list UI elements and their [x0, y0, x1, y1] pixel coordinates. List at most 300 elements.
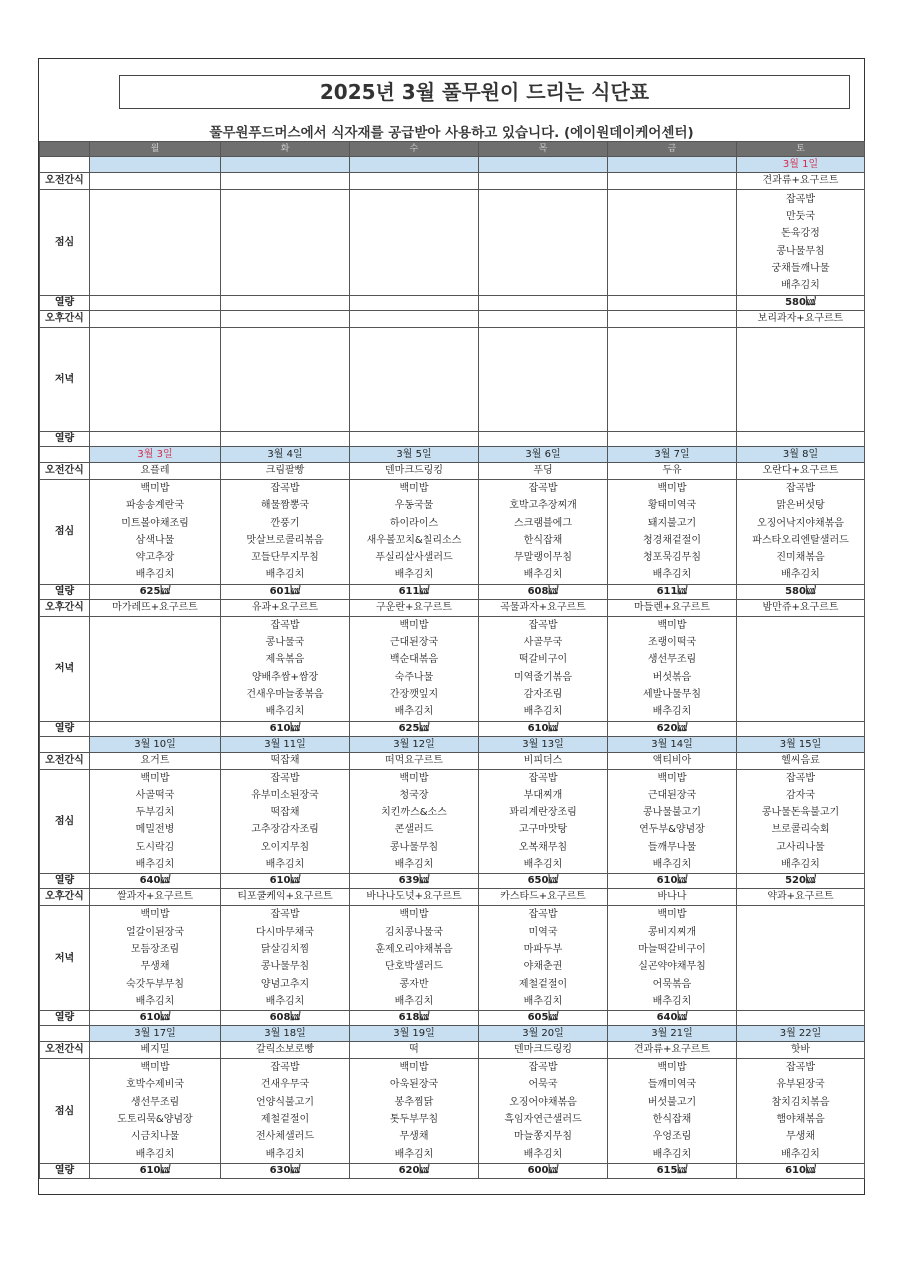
am-snack-label: 오전간식 — [40, 173, 90, 190]
day-name: 수 — [350, 142, 479, 157]
dish-item: 꼬들단무지무침 — [251, 552, 319, 564]
corner-cell — [40, 142, 90, 157]
dish-item: 새우볼꼬치&칠리소스 — [366, 534, 462, 546]
dish-item: 배추김치 — [265, 859, 305, 871]
am-snack-cell: 핫바 — [737, 1042, 865, 1059]
date-cell — [608, 157, 737, 173]
dish-item: 잡곡밥 — [786, 193, 815, 205]
dish-item: 콩나물돈육불고기 — [761, 807, 840, 819]
pm-snack-cell — [221, 311, 350, 328]
dish-item: 우엉조림 — [652, 1131, 692, 1143]
dish-item: 배추김치 — [652, 706, 692, 718]
date-label-cell — [40, 1026, 90, 1042]
am-snack-cell — [479, 173, 608, 190]
dinner-cell — [479, 906, 608, 1011]
lunch-cell — [350, 769, 479, 874]
dish-item: 배추김치 — [135, 859, 175, 871]
kcal-cell: 608㎉ — [479, 584, 608, 599]
dish-item: 백미밥 — [399, 909, 429, 921]
dinner-cell — [737, 906, 865, 1011]
dish-item: 배추김치 — [135, 569, 175, 581]
kcal-cell — [350, 432, 479, 447]
pm-snack-cell: 티포쿨케익+요구르트 — [221, 889, 350, 906]
dish-item: 한식잡채 — [652, 1114, 692, 1126]
dish-item: 오징어야채볶음 — [509, 1096, 577, 1108]
kcal-cell: 650㎉ — [479, 874, 608, 889]
dish-item: 부대찌개 — [523, 789, 563, 801]
dish-item: 잡곡밥 — [528, 772, 558, 784]
lunch-label: 점심 — [40, 480, 90, 585]
date-cell — [479, 157, 608, 173]
dish-item: 호박고추장찌개 — [509, 500, 577, 512]
kcal-cell: 615㎉ — [608, 1163, 737, 1178]
am-snack-row — [40, 463, 865, 480]
dish-item: 숙갓두부무침 — [126, 978, 184, 990]
lunch-kcal-row — [40, 874, 865, 889]
dish-item: 청국장 — [399, 789, 429, 801]
date-cell: 3월 4일 — [221, 447, 350, 463]
dish-item: 실곤약야채무침 — [638, 961, 706, 973]
am-snack-label: 오전간식 — [40, 1042, 90, 1059]
pm-snack-label: 오후간식 — [40, 889, 90, 906]
pm-snack-cell: 바나나도넛+요구르트 — [350, 889, 479, 906]
date-cell: 3월 1일 — [737, 157, 865, 173]
dish-item: 무생채 — [140, 961, 170, 973]
dish-item: 돈육강정 — [781, 228, 820, 240]
dish-item: 잡곡밥 — [786, 772, 815, 784]
kcal-cell: 610㎉ — [608, 874, 737, 889]
dish-item: 호박수제비국 — [126, 1079, 184, 1091]
day-name: 월 — [90, 142, 221, 157]
kcal-cell: 639㎉ — [350, 874, 479, 889]
dish-item: 생선무조림 — [647, 654, 697, 666]
dish-item: 배추김치 — [781, 280, 820, 292]
date-cell: 3월 14일 — [608, 736, 737, 752]
am-snack-cell: 베지밀 — [90, 1042, 221, 1059]
dish-item: 배추김치 — [394, 1148, 434, 1160]
dish-item: 무생채 — [786, 1131, 815, 1143]
dish-item: 오이지무침 — [260, 841, 310, 853]
dish-item: 백순대볶음 — [389, 654, 439, 666]
dish-item: 진미채볶음 — [776, 552, 825, 564]
dinner-cell — [221, 616, 350, 721]
pm-snack-cell: 유과+요구르트 — [221, 599, 350, 616]
am-snack-cell — [608, 173, 737, 190]
date-cell: 3월 18일 — [221, 1026, 350, 1042]
dinner-row — [40, 906, 865, 1011]
pm-snack-cell — [479, 311, 608, 328]
am-snack-cell: 덴마크드링킹 — [479, 1042, 608, 1059]
kcal-cell: 610㎉ — [90, 1163, 221, 1178]
lunch-row — [40, 769, 865, 874]
dish-item: 백미밥 — [657, 619, 687, 631]
dish-item: 배추김치 — [652, 1148, 692, 1160]
menu-table — [39, 141, 865, 1179]
dish-item: 감자조림 — [523, 688, 563, 700]
dish-item: 숙주나물 — [394, 671, 434, 683]
pm-snack-row — [40, 311, 865, 328]
lunch-cell — [350, 190, 479, 296]
dish-item: 근대된장국 — [647, 789, 697, 801]
am-snack-row — [40, 752, 865, 769]
pm-snack-cell: 밤만쥬+요구르트 — [737, 599, 865, 616]
dish-item: 백미밥 — [657, 483, 687, 494]
dish-item: 다시마무채국 — [256, 926, 314, 938]
kcal-label: 열량 — [40, 1011, 90, 1026]
lunch-row — [40, 1059, 865, 1164]
am-snack-cell — [350, 173, 479, 190]
dish-item: 햄야채볶음 — [776, 1114, 825, 1126]
dish-item: 배추김치 — [394, 569, 434, 581]
dish-item: 얼갈이된장국 — [126, 926, 184, 938]
dish-item: 한식잡채 — [523, 534, 563, 546]
lunch-label: 점심 — [40, 190, 90, 296]
dish-item: 배추김치 — [652, 995, 692, 1007]
dish-item: 오징어낙지야채볶음 — [757, 517, 844, 529]
kcal-cell — [479, 296, 608, 311]
kcal-label: 열량 — [40, 584, 90, 599]
kcal-cell: 610㎉ — [221, 874, 350, 889]
dish-item: 백미밥 — [399, 1062, 429, 1074]
pm-snack-row — [40, 599, 865, 616]
dish-item: 미트볼야채조림 — [121, 517, 189, 529]
dish-item: 백미밥 — [399, 483, 429, 494]
dish-item: 닭살김치찜 — [260, 943, 310, 955]
kcal-cell: 580㎉ — [737, 296, 865, 311]
pm-snack-cell: 보리과자+요구르트 — [737, 311, 865, 328]
dish-item: 백미밥 — [399, 619, 429, 631]
dish-item: 청포묵김무침 — [643, 552, 701, 564]
lunch-cell — [90, 1059, 221, 1164]
kcal-cell: 620㎉ — [350, 1163, 479, 1178]
dish-item: 들깨미역국 — [647, 1079, 697, 1091]
dinner-label: 저녁 — [40, 616, 90, 721]
am-snack-cell — [221, 173, 350, 190]
dish-item: 브로콜리숙회 — [771, 824, 830, 836]
dish-item: 마파두부 — [523, 943, 563, 955]
date-cell: 3월 7일 — [608, 447, 737, 463]
am-snack-cell: 비피더스 — [479, 752, 608, 769]
dish-item: 백미밥 — [140, 483, 170, 494]
dish-item: 참치김치볶음 — [771, 1096, 830, 1108]
dish-item: 배추김치 — [394, 995, 434, 1007]
dish-item: 스크램블에그 — [514, 517, 572, 529]
am-snack-cell: 두유 — [608, 463, 737, 480]
lunch-cell — [350, 480, 479, 585]
kcal-cell: 625㎉ — [90, 584, 221, 599]
dish-item: 제철겉절이 — [260, 1114, 310, 1126]
dish-item: 하이라이스 — [389, 517, 439, 529]
dish-item: 콩나물무침 — [389, 841, 439, 853]
dish-item: 파스타오리엔탈샐러드 — [752, 534, 849, 546]
dish-item: 백미밥 — [399, 772, 429, 784]
dish-item: 배추김치 — [265, 569, 305, 581]
lunch-row — [40, 190, 865, 296]
kcal-cell: 610㎉ — [737, 1163, 865, 1178]
dish-item: 아욱된장국 — [389, 1079, 439, 1091]
date-label-cell — [40, 157, 90, 173]
dinner-cell — [737, 616, 865, 721]
dish-item: 메밀전병 — [135, 824, 175, 836]
dish-item: 백미밥 — [657, 1062, 687, 1074]
kcal-cell — [221, 296, 350, 311]
pm-snack-cell: 바나나 — [608, 889, 737, 906]
dish-item: 야채춘권 — [523, 961, 563, 973]
kcal-cell: 610㎉ — [90, 1011, 221, 1026]
dish-item: 떡갈비구이 — [518, 654, 568, 666]
kcal-cell: 610㎉ — [479, 721, 608, 736]
kcal-cell: 611㎉ — [350, 584, 479, 599]
am-snack-cell: 견과류+요구르트 — [737, 173, 865, 190]
dish-item: 마늘떡갈비구이 — [638, 943, 706, 955]
dish-item: 유부미소된장국 — [251, 789, 319, 801]
lunch-cell — [479, 769, 608, 874]
dish-item: 고추장감자조림 — [251, 824, 319, 836]
lunch-cell — [479, 1059, 608, 1164]
dish-item: 궁채들깨나물 — [771, 262, 830, 274]
lunch-cell — [479, 480, 608, 585]
dish-item: 유부된장국 — [776, 1079, 825, 1091]
pm-snack-cell — [608, 311, 737, 328]
dish-item: 마늘쫑지무침 — [514, 1131, 572, 1143]
dish-item: 잡곡밥 — [528, 483, 558, 494]
kcal-cell — [608, 432, 737, 447]
dish-item: 무말랭이무침 — [514, 552, 572, 564]
dinner-cell — [90, 328, 221, 432]
kcal-cell — [90, 432, 221, 447]
dinner-kcal-row — [40, 721, 865, 736]
pm-snack-cell: 구운란+요구르트 — [350, 599, 479, 616]
lunch-cell — [608, 769, 737, 874]
dish-item: 배추김치 — [781, 1148, 820, 1160]
pm-snack-cell — [350, 311, 479, 328]
dish-item: 미역국 — [528, 926, 558, 938]
date-cell: 3월 15일 — [737, 736, 865, 752]
kcal-cell: 630㎉ — [221, 1163, 350, 1178]
dish-item: 톳두부무침 — [389, 1114, 439, 1126]
pm-snack-cell: 쌀과자+요구르트 — [90, 889, 221, 906]
lunch-label: 점심 — [40, 769, 90, 874]
am-snack-cell: 헬씨음료 — [737, 752, 865, 769]
dish-item: 파송송계란국 — [126, 500, 184, 512]
kcal-cell — [221, 432, 350, 447]
dish-item: 황태미역국 — [647, 500, 697, 512]
dish-item: 시금치나물 — [130, 1131, 180, 1143]
pm-snack-row — [40, 889, 865, 906]
dish-item: 두부김치 — [135, 807, 175, 819]
day-name: 토 — [737, 142, 865, 157]
dinner-label: 저녁 — [40, 906, 90, 1011]
am-snack-row — [40, 173, 865, 190]
dish-item: 떡잡채 — [270, 807, 300, 819]
dish-item: 배추김치 — [135, 1148, 175, 1160]
kcal-cell — [90, 296, 221, 311]
date-cell: 3월 20일 — [479, 1026, 608, 1042]
dinner-cell — [479, 328, 608, 432]
dish-item: 잡곡밥 — [270, 909, 300, 921]
dish-item: 만둣국 — [786, 210, 815, 222]
lunch-cell — [350, 1059, 479, 1164]
dish-item: 치킨까스&소스 — [381, 807, 447, 819]
kcal-cell: 608㎉ — [221, 1011, 350, 1026]
dish-item: 전사체샐러드 — [256, 1131, 314, 1143]
dish-item: 콩나물무침 — [776, 245, 825, 257]
date-cell — [350, 157, 479, 173]
pm-snack-cell: 곡물과자+요구르트 — [479, 599, 608, 616]
day-name: 목 — [479, 142, 608, 157]
am-snack-cell: 요플레 — [90, 463, 221, 480]
dish-item: 버섯볶음 — [652, 671, 692, 683]
am-snack-cell: 덴마크드링킹 — [350, 463, 479, 480]
date-cell: 3월 12일 — [350, 736, 479, 752]
pm-snack-label: 오후간식 — [40, 311, 90, 328]
lunch-kcal-row — [40, 1163, 865, 1178]
date-cell: 3월 11일 — [221, 736, 350, 752]
dish-item: 잡곡밥 — [528, 909, 558, 921]
dish-item: 배추김치 — [265, 1148, 305, 1160]
pm-snack-label: 오후간식 — [40, 599, 90, 616]
dish-item: 사골떡국 — [135, 789, 175, 801]
dinner-cell — [350, 906, 479, 1011]
dish-item: 배추김치 — [523, 1148, 563, 1160]
kcal-cell — [90, 721, 221, 736]
kcal-label: 열량 — [40, 874, 90, 889]
page-title: 2025년 3월 풀무원이 드리는 식단표 — [119, 75, 850, 109]
dish-item: 콩자반 — [399, 978, 429, 990]
am-snack-row — [40, 1042, 865, 1059]
kcal-cell — [350, 296, 479, 311]
dish-item: 삼색나물 — [135, 534, 175, 546]
dish-item: 김치콩나물국 — [385, 926, 443, 938]
lunch-kcal-row — [40, 296, 865, 311]
dish-item: 배추김치 — [523, 706, 563, 718]
pm-snack-cell: 마가레뜨+요구르트 — [90, 599, 221, 616]
date-label-cell — [40, 736, 90, 752]
dish-item: 배추김치 — [394, 859, 434, 871]
dish-item: 생선무조림 — [130, 1096, 180, 1108]
am-snack-cell: 갈릭소보로빵 — [221, 1042, 350, 1059]
kcal-cell: 625㎉ — [350, 721, 479, 736]
kcal-cell: 605㎉ — [479, 1011, 608, 1026]
date-row — [40, 447, 865, 463]
am-snack-cell: 떡 — [350, 1042, 479, 1059]
dish-item: 콩비지찌개 — [647, 926, 697, 938]
am-snack-cell: 떡잡채 — [221, 752, 350, 769]
dish-item: 간장깻잎지 — [389, 688, 439, 700]
kcal-cell: 580㎉ — [737, 584, 865, 599]
lunch-cell — [90, 480, 221, 585]
am-snack-cell: 떠먹요구르트 — [350, 752, 479, 769]
lunch-cell — [221, 480, 350, 585]
am-snack-cell: 크림팔빵 — [221, 463, 350, 480]
dish-item: 청경채겉절이 — [643, 534, 701, 546]
dish-item: 백미밥 — [657, 772, 687, 784]
kcal-cell — [737, 432, 865, 447]
dinner-cell — [479, 616, 608, 721]
date-label-cell — [40, 447, 90, 463]
date-cell: 3월 8일 — [737, 447, 865, 463]
kcal-cell: 640㎉ — [608, 1011, 737, 1026]
dish-item: 콩나물국 — [265, 637, 305, 649]
lunch-cell — [221, 769, 350, 874]
day-header-row — [40, 142, 865, 157]
am-snack-label: 오전간식 — [40, 463, 90, 480]
dish-item: 꽈리계란장조림 — [509, 807, 577, 819]
lunch-cell — [90, 769, 221, 874]
dish-item: 콩나물무침 — [260, 961, 310, 973]
dish-item: 콘샐러드 — [394, 824, 434, 836]
date-cell — [90, 157, 221, 173]
dish-item: 양념고추지 — [260, 978, 310, 990]
dish-item: 단호박샐러드 — [385, 961, 443, 973]
menu-frame — [38, 58, 865, 1195]
am-snack-cell: 오란다+요구르트 — [737, 463, 865, 480]
date-cell: 3월 6일 — [479, 447, 608, 463]
dinner-cell — [221, 906, 350, 1011]
dish-item: 백미밥 — [657, 909, 687, 921]
pm-snack-cell: 약과+요구르트 — [737, 889, 865, 906]
dish-item: 배추김치 — [523, 859, 563, 871]
dish-item: 제철겉절이 — [518, 978, 568, 990]
kcal-cell: 611㎉ — [608, 584, 737, 599]
pm-snack-cell: 카스타드+요구르트 — [479, 889, 608, 906]
kcal-cell: 601㎉ — [221, 584, 350, 599]
dish-item: 세발나물무침 — [643, 688, 701, 700]
lunch-row — [40, 480, 865, 585]
am-snack-label: 오전간식 — [40, 752, 90, 769]
dish-item: 봉추찜닭 — [394, 1096, 434, 1108]
dinner-cell — [737, 328, 865, 432]
kcal-cell: 640㎉ — [90, 874, 221, 889]
day-name: 금 — [608, 142, 737, 157]
date-cell: 3월 17일 — [90, 1026, 221, 1042]
dinner-row — [40, 616, 865, 721]
dish-item: 돼지불고기 — [647, 517, 697, 529]
kcal-cell: 618㎉ — [350, 1011, 479, 1026]
dinner-cell — [350, 328, 479, 432]
dish-item: 무생채 — [399, 1131, 429, 1143]
date-row — [40, 1026, 865, 1042]
dish-item: 배추김치 — [781, 859, 820, 871]
dish-item: 잡곡밥 — [270, 1062, 300, 1074]
dinner-cell — [608, 906, 737, 1011]
dish-item: 배추김치 — [135, 995, 175, 1007]
dish-item: 들깨무나물 — [647, 841, 697, 853]
kcal-label: 열량 — [40, 432, 90, 447]
date-cell: 3월 3일 — [90, 447, 221, 463]
dish-item: 우동국물 — [394, 500, 434, 512]
dish-item: 잡곡밥 — [270, 483, 300, 494]
dish-item: 건새우마늘종볶음 — [246, 688, 324, 700]
dish-item: 백미밥 — [140, 1062, 170, 1074]
date-cell — [221, 157, 350, 173]
dinner-cell — [350, 616, 479, 721]
dish-item: 흑임자연근샐러드 — [504, 1114, 582, 1126]
kcal-cell: 610㎉ — [221, 721, 350, 736]
am-snack-cell: 요거트 — [90, 752, 221, 769]
lunch-cell — [608, 190, 737, 296]
kcal-cell: 520㎉ — [737, 874, 865, 889]
lunch-cell — [737, 480, 865, 585]
dish-item: 도토리묵&양념장 — [117, 1114, 193, 1126]
am-snack-cell: 액티비아 — [608, 752, 737, 769]
dish-item: 배추김치 — [265, 995, 305, 1007]
dish-item: 도시락김 — [135, 841, 175, 853]
dish-item: 고사리나물 — [776, 841, 825, 853]
dish-item: 사골무국 — [523, 637, 563, 649]
date-cell: 3월 5일 — [350, 447, 479, 463]
dish-item: 조랭이떡국 — [647, 637, 697, 649]
